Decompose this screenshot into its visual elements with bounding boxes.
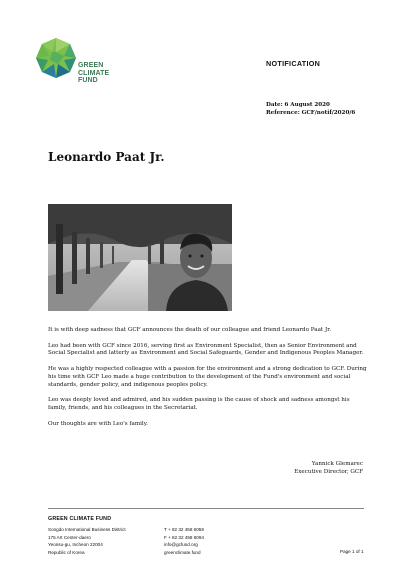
paragraph: He was a highly respected colleague with a passion for the environment and a strong dedication to GCF. During his time with GCF Leo made a huge contribution to the development of the Fund's environment and social standards, gender policy, and indigenous peoples policy.: [48, 365, 367, 388]
globe-icon: [34, 36, 78, 80]
phone-number: T + 82 32 458 6059: [164, 527, 204, 532]
email-link[interactable]: info@gcfund.org: [164, 542, 198, 548]
paragraph: Leo was deeply loved and admired, and his sudden passing is the cause of shock and sadness amongst his family, friends, and his colleagues in the Secretariat.: [48, 397, 350, 411]
footer-contact: [164, 526, 204, 556]
portrait-photo: [48, 204, 232, 311]
notification-body: [48, 327, 368, 436]
signatory-name: Yannick Glemarec: [311, 461, 363, 467]
footer-org-name: GREEN CLIMATE FUND: [48, 516, 112, 522]
paragraph: Our thoughts are with Leo's family.: [48, 420, 148, 427]
date-line: Date: 6 August 2020: [266, 102, 330, 108]
reference-line: Reference: GCF/notif/2020/6: [266, 110, 356, 116]
signature-block: [258, 460, 363, 476]
page-number: Page 1 of 1: [340, 549, 364, 554]
document-meta: [266, 101, 355, 117]
signatory-role: Executive Director, GCF: [294, 469, 363, 475]
paragraph: Leo had been with GCF since 2016, serving first as Environment Specialist, then as Senior Environment and Social Specialist and latterly as Environment and Social Safeguards, Gender and Indigenous Peoples Manager.: [48, 342, 364, 357]
fax-number: F + 82 32 458 6094: [164, 534, 204, 540]
footer-divider: [48, 508, 364, 509]
document-type: NOTIFICATION: [266, 59, 321, 68]
footer-address: Songdo International Business District 175 Art Center-daero Yeonsu-gu, Incheon 22004 Republic of Korea: [48, 527, 126, 555]
paragraph: It is with deep sadness that GCF announces the death of our colleague and friend Leonardo Paat Jr.: [48, 327, 332, 333]
page-title: Leonardo Paat Jr.: [48, 150, 165, 164]
logo-wordmark: GREEN CLIMATE FUND: [78, 62, 110, 84]
website-link[interactable]: greenclimate.fund: [164, 549, 201, 555]
